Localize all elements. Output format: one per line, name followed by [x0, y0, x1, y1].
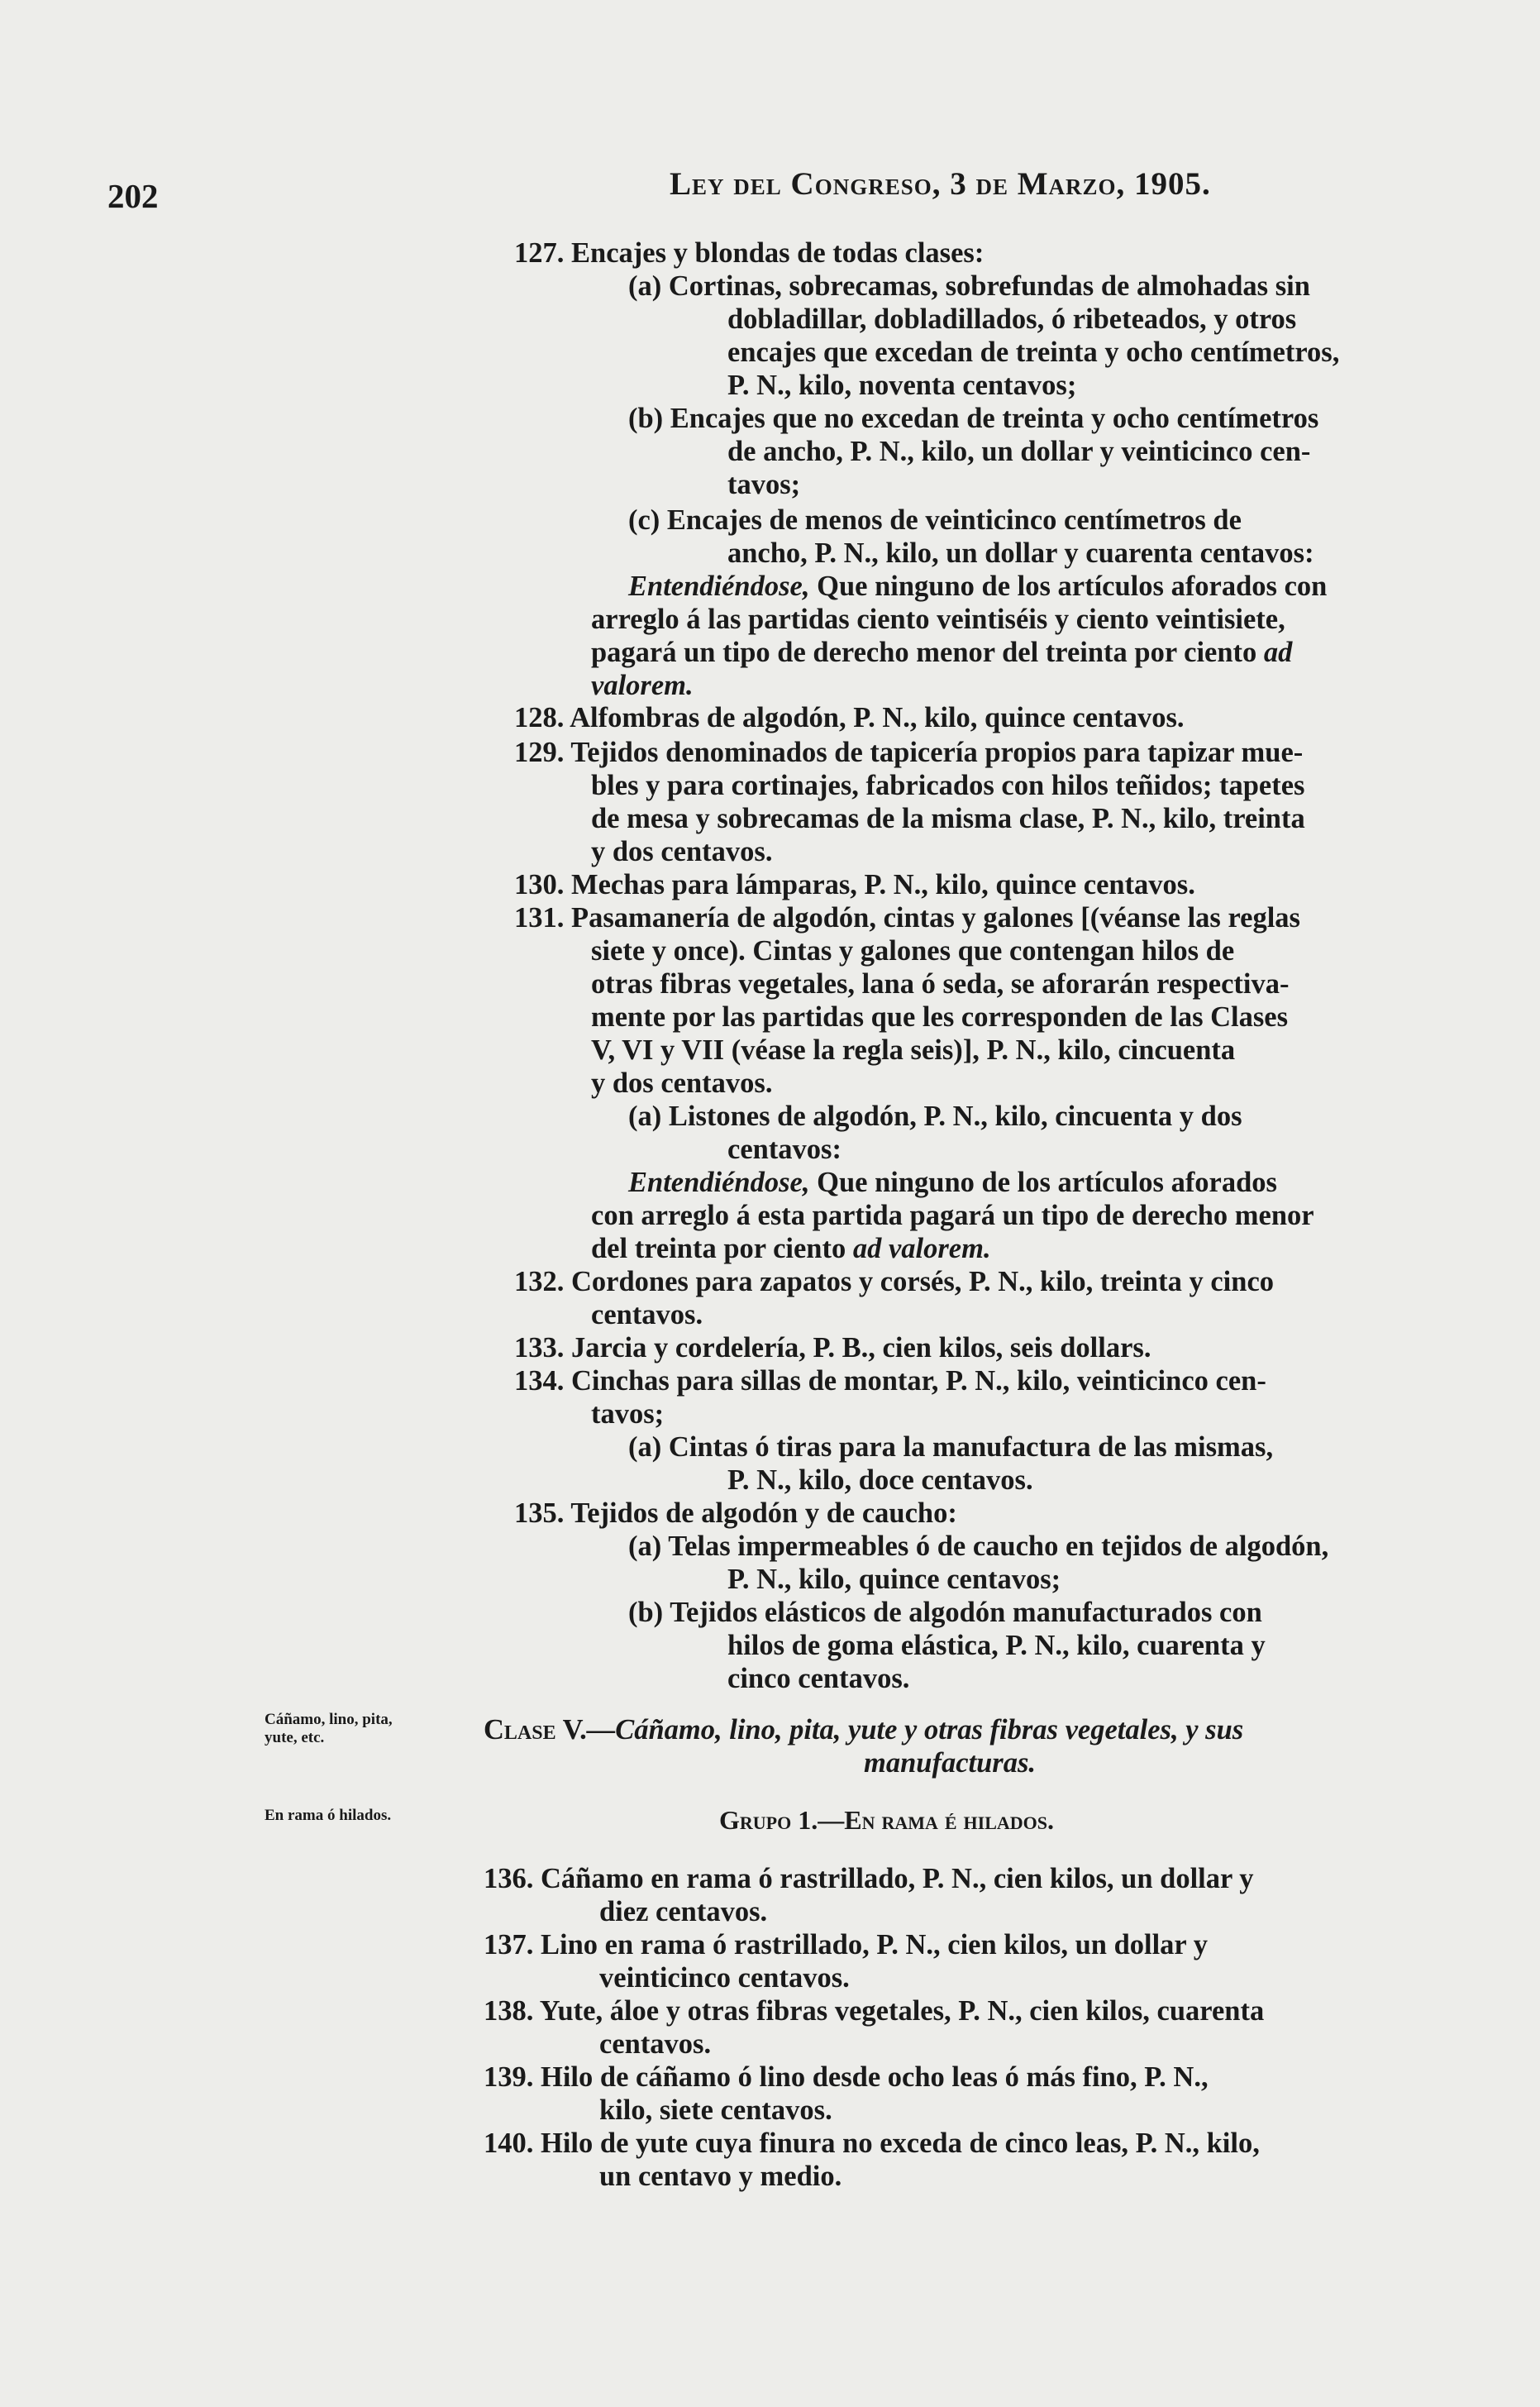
line-text: bles y para cortinajes, fabricados con hilos teñidos; tapetes [591, 770, 1305, 801]
line-text: hilos de goma elástica, P. N., kilo, cuarenta y [727, 1630, 1266, 1661]
sub-marker: (a) [628, 1431, 662, 1463]
grupo-title: —En rama é hilados. [818, 1805, 1055, 1835]
line-text: centavos. [599, 2028, 712, 2060]
line [628, 1531, 1328, 1562]
sub-marker: (c) [628, 504, 660, 536]
italic-lead: Entendiéndose, [628, 1167, 810, 1198]
line [514, 1266, 1274, 1297]
line [514, 702, 1185, 733]
line [514, 902, 1300, 934]
line-text: de mesa y sobrecamas de la misma clase, P. N., kilo, treinta [591, 803, 1305, 834]
line-text: Yute, áloe y otras fibras vegetales, P. N., cien kilos, cuarenta [539, 1995, 1265, 2027]
item-number: 131. [514, 902, 565, 934]
line [628, 1597, 1262, 1628]
line-text: otras fibras vegetales, lana ó seda, se aforarán respectiva- [591, 968, 1290, 1000]
item-number: 135. [514, 1497, 565, 1529]
grupo-heading [719, 1805, 1054, 1836]
item-number: 130. [514, 869, 565, 900]
line [628, 1167, 1277, 1198]
line [514, 1332, 1151, 1363]
line-text: ancho, P. N., kilo, un dollar y cuarenta centavos: [727, 537, 1314, 569]
line-text: Tejidos de algodón y de caucho: [570, 1497, 957, 1529]
line-text: arreglo á las partidas ciento veintiséis y ciento veintisiete, [591, 604, 1285, 635]
item-number: 134. [514, 1365, 565, 1397]
line-text: un centavo y medio. [599, 2161, 842, 2192]
line-text: y dos centavos. [591, 1067, 773, 1099]
item-number: 133. [514, 1332, 565, 1363]
sidenote-line: Cáñamo, lino, pita, [265, 1711, 393, 1728]
line [591, 1233, 991, 1264]
item-number: 138. [484, 1995, 534, 2027]
grupo-label: Grupo 1. [719, 1805, 818, 1835]
line-text: Mechas para lámparas, P. N., kilo, quince centavos. [571, 869, 1195, 900]
line [514, 1497, 957, 1529]
line-text: Telas impermeables ó de caucho en tejidos de algodón, [668, 1531, 1329, 1562]
item-number: 132. [514, 1266, 565, 1297]
line [628, 403, 1318, 434]
line-text: Hilo de cáñamo ó lino desde ocho leas ó más fino, P. N., [541, 2061, 1209, 2093]
item-number: 127. [514, 237, 565, 269]
line-text: veinticinco centavos. [599, 1962, 850, 1994]
line-text: P. N., kilo, noventa centavos; [727, 370, 1077, 401]
clase-heading [484, 1714, 1243, 1746]
line [484, 1995, 1264, 2027]
line [628, 571, 1327, 602]
line-text: dobladillar, dobladillados, ó ribeteados, y otros [727, 303, 1297, 335]
item-number: 137. [484, 1929, 534, 1960]
italic-text: ad [1263, 637, 1293, 668]
line-text: del treinta por ciento [591, 1233, 846, 1264]
page-number: 202 [107, 177, 159, 215]
line-text: con arreglo á esta partida pagará un tipo de derecho menor [591, 1200, 1314, 1231]
sub-marker: (a) [628, 1101, 662, 1132]
line-text: centavos: [727, 1134, 842, 1165]
line-text: Que ninguno de los artículos aforados [817, 1167, 1277, 1198]
sidenote-clase-v [265, 1711, 393, 1747]
running-title: Ley del Congreso, 3 de Marzo, 1905. [670, 166, 1211, 202]
line-text: Listones de algodón, P. N., kilo, cincuenta y dos [668, 1101, 1242, 1132]
item-number: 140. [484, 2128, 534, 2159]
line-text: Cintas ó tiras para la manufactura de las mismas, [668, 1431, 1274, 1463]
line-text: Que ninguno de los artículos aforados con [817, 571, 1328, 602]
sidenote-line: yute, etc. [265, 1729, 325, 1746]
line-text: P. N., kilo, quince centavos; [727, 1564, 1061, 1595]
line-text: siete y once). Cintas y galones que contengan hilos de [591, 935, 1235, 967]
line-text: de ancho, P. N., kilo, un dollar y veinticinco cen- [727, 436, 1311, 467]
line [484, 1863, 1254, 1894]
line [484, 1929, 1208, 1960]
item-number: 139. [484, 2061, 534, 2093]
line [484, 2128, 1260, 2159]
line [484, 2061, 1209, 2093]
line [628, 1431, 1273, 1463]
item-number: 136. [484, 1863, 534, 1894]
line-text: Encajes de menos de veinticinco centímetros de [666, 504, 1242, 536]
line [591, 637, 1292, 668]
sidenote-grupo-1: En rama ó hilados. [265, 1807, 392, 1824]
line-text: encajes que excedan de treinta y ocho centímetros, [727, 337, 1340, 368]
italic-lead: Entendiéndose, [628, 571, 810, 602]
line-text: Hilo de yute cuya finura no exceda de cinco leas, P. N., kilo, [541, 2128, 1260, 2159]
line-text: pagará un tipo de derecho menor del treinta por ciento [591, 637, 1257, 668]
line-text: diez centavos. [599, 1896, 768, 1927]
line-text: kilo, siete centavos. [599, 2094, 832, 2126]
line-text: Jarcia y cordelería, P. B., cien kilos, seis dollars. [571, 1332, 1151, 1363]
line-text: Tejidos elásticos de algodón manufacturados con [670, 1597, 1262, 1628]
sub-marker: (a) [628, 1531, 662, 1562]
sub-marker: (b) [628, 403, 664, 434]
line-text: Tejidos denominados de tapicería propios para tapizar mue- [570, 737, 1304, 768]
line [514, 1365, 1266, 1397]
line-text: Lino en rama ó rastrillado, P. N., cien kilos, un dollar y [541, 1929, 1208, 1960]
line-text: tavos; [591, 1398, 665, 1430]
item-number: 128. [514, 702, 565, 733]
line [628, 1101, 1242, 1132]
clase-title: manufacturas. [864, 1747, 1037, 1779]
line-text: Encajes y blondas de todas clases: [571, 237, 985, 269]
line-text: y dos centavos. [591, 836, 773, 867]
line-text: V, VI y VII (véase la regla seis)], P. N., kilo, cincuenta [591, 1034, 1236, 1066]
line [628, 504, 1242, 536]
line-text: centavos. [591, 1299, 703, 1330]
line-text: tavos; [727, 469, 801, 500]
sub-marker: (b) [628, 1597, 664, 1628]
italic-text: ad valorem. [852, 1233, 991, 1264]
line-text: Cordones para zapatos y corsés, P. N., kilo, treinta y cinco [571, 1266, 1275, 1297]
line-text: mente por las partidas que les corresponden de las Clases [591, 1001, 1289, 1033]
line [864, 1747, 1036, 1779]
clase-title: —Cáñamo, lino, pita, yute y otras fibras vegetales, y sus [586, 1714, 1244, 1746]
line-text: Cinchas para sillas de montar, P. N., kilo, veinticinco cen- [571, 1365, 1266, 1397]
item-number: 129. [514, 737, 565, 768]
line-text: cinco centavos. [727, 1663, 910, 1694]
line-text: Encajes que no excedan de treinta y ocho centímetros [670, 403, 1319, 434]
line-text: Alfombras de algodón, P. N., kilo, quince centavos. [570, 702, 1185, 733]
line [514, 737, 1303, 768]
italic-text: valorem. [591, 670, 694, 701]
line-text: P. N., kilo, doce centavos. [727, 1464, 1033, 1496]
line [628, 270, 1310, 302]
line [514, 869, 1195, 900]
sub-marker: (a) [628, 270, 662, 302]
line [514, 237, 984, 269]
line-text: Pasamanería de algodón, cintas y galones [(véanse las reglas [571, 902, 1300, 934]
line-text: Cáñamo en rama ó rastrillado, P. N., cien kilos, un dollar y [541, 1863, 1254, 1894]
line [591, 670, 694, 701]
clase-label: Clase V. [484, 1714, 587, 1746]
line-text: Cortinas, sobrecamas, sobrefundas de almohadas sin [668, 270, 1310, 302]
